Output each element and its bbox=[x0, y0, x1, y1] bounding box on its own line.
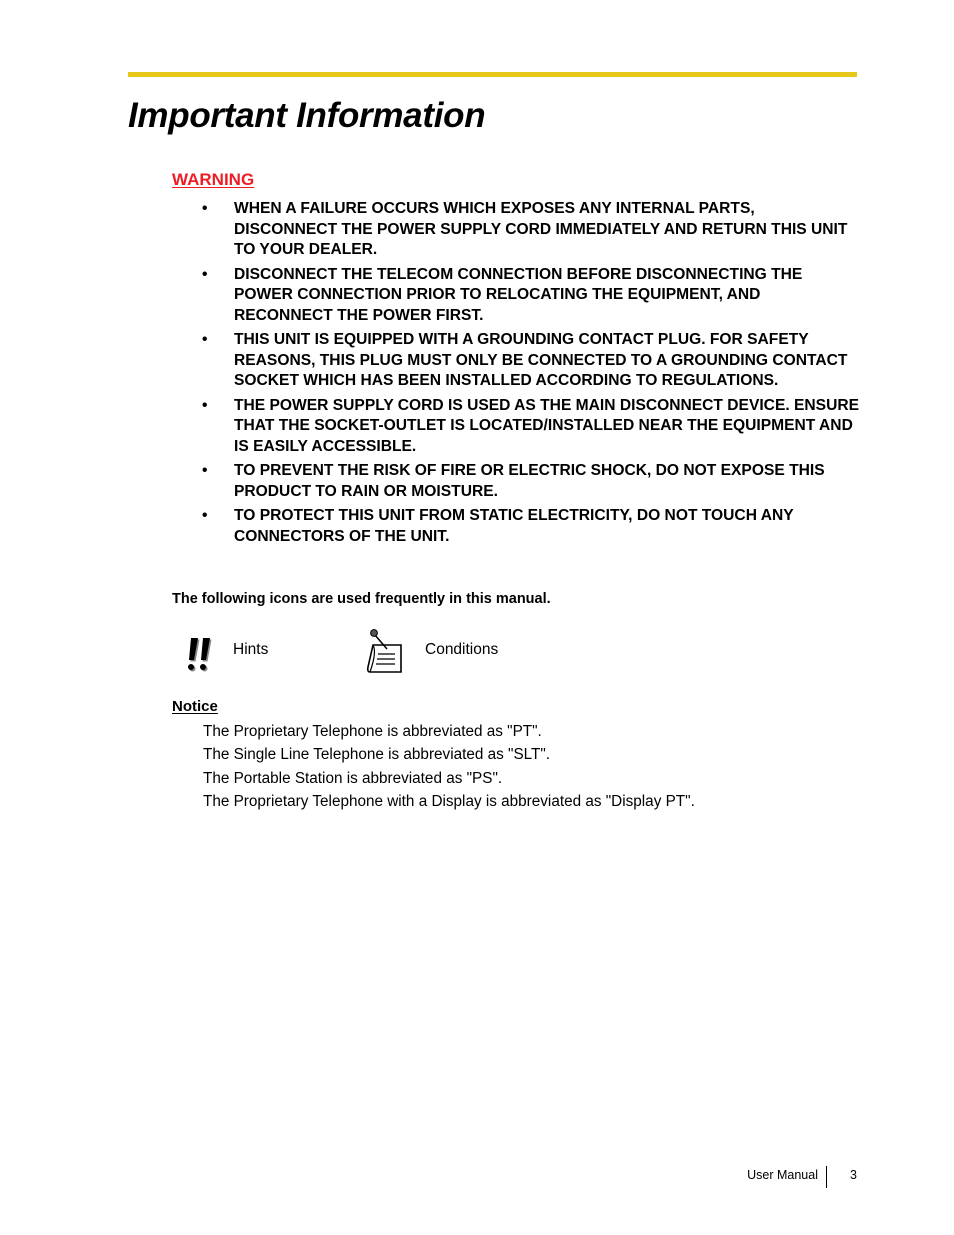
bullet: • bbox=[202, 200, 208, 217]
bullet: • bbox=[202, 396, 208, 414]
footer-divider bbox=[826, 1166, 827, 1188]
warning-text: THIS UNIT IS EQUIPPED WITH A GROUNDING CONTACT PLUG. FOR SAFETY REASONS, THIS PLUG MUST ONLY BE CONNECTED TO A GROUNDING CONTACT SOCKET WHICH HAS BEEN INSTALLED ACCORDING TO REGULATIONS. bbox=[234, 331, 848, 389]
page-footer bbox=[700, 1166, 860, 1190]
warning-text: WHEN A FAILURE OCCURS WHICH EXPOSES ANY INTERNAL PARTS, DISCONNECT THE POWER SUPPLY CORD IMMEDIATELY AND RETURN THIS UNIT TO YOUR DEALER. bbox=[234, 200, 848, 258]
icon-legend bbox=[172, 626, 672, 676]
warning-list bbox=[172, 199, 862, 551]
bullet: • bbox=[202, 265, 208, 283]
warning-item bbox=[172, 265, 862, 327]
notice-item: The Proprietary Telephone is abbreviated as "PT". bbox=[203, 723, 542, 740]
warning-heading: WARNING bbox=[172, 170, 255, 189]
footer-manual-label: User Manual bbox=[747, 1168, 818, 1182]
header-rule bbox=[128, 72, 857, 77]
page-title: Important Information bbox=[128, 96, 486, 135]
warning-item bbox=[172, 506, 862, 547]
bullet: • bbox=[202, 507, 208, 524]
double-exclamation-icon bbox=[182, 636, 214, 672]
warning-text: THE POWER SUPPLY CORD IS USED AS THE MAIN DISCONNECT DEVICE. ENSURE THAT THE SOCKET-OUTLET IS LOCATED/INSTALLED NEAR THE EQUIPMENT AND IS EASILY ACCESSIBLE. bbox=[234, 396, 859, 455]
hints-label: Hints bbox=[233, 641, 269, 658]
icons-intro: The following icons are used frequently in this manual. bbox=[172, 591, 551, 607]
warning-text: TO PREVENT THE RISK OF FIRE OR ELECTRIC SHOCK, DO NOT EXPOSE THIS PRODUCT TO RAIN OR MOISTURE. bbox=[234, 462, 825, 500]
notice-heading: Notice bbox=[172, 698, 218, 715]
warning-item bbox=[172, 199, 862, 261]
warning-item bbox=[172, 330, 862, 392]
warning-item bbox=[172, 396, 862, 458]
page-number: 3 bbox=[850, 1168, 857, 1182]
warning-item bbox=[172, 461, 862, 502]
bullet: • bbox=[202, 462, 208, 479]
notepad-pin-icon bbox=[364, 627, 404, 675]
notice-item: The Single Line Telephone is abbreviated as "SLT". bbox=[203, 746, 551, 764]
warning-text: TO PROTECT THIS UNIT FROM STATIC ELECTRICITY, DO NOT TOUCH ANY CONNECTORS OF THE UNIT. bbox=[234, 507, 794, 545]
bullet: • bbox=[202, 331, 208, 348]
notice-list bbox=[203, 720, 695, 813]
warning-text: DISCONNECT THE TELECOM CONNECTION BEFORE DISCONNECTING THE POWER CONNECTION PRIOR TO RELOCATING THE EQUIPMENT, AND RECONNECT THE POWER FIRST. bbox=[234, 265, 803, 324]
conditions-label: Conditions bbox=[425, 641, 499, 658]
notice-item: The Proprietary Telephone with a Display is abbreviated as "Display PT". bbox=[203, 792, 695, 810]
notice-item: The Portable Station is abbreviated as "PS". bbox=[203, 769, 503, 787]
